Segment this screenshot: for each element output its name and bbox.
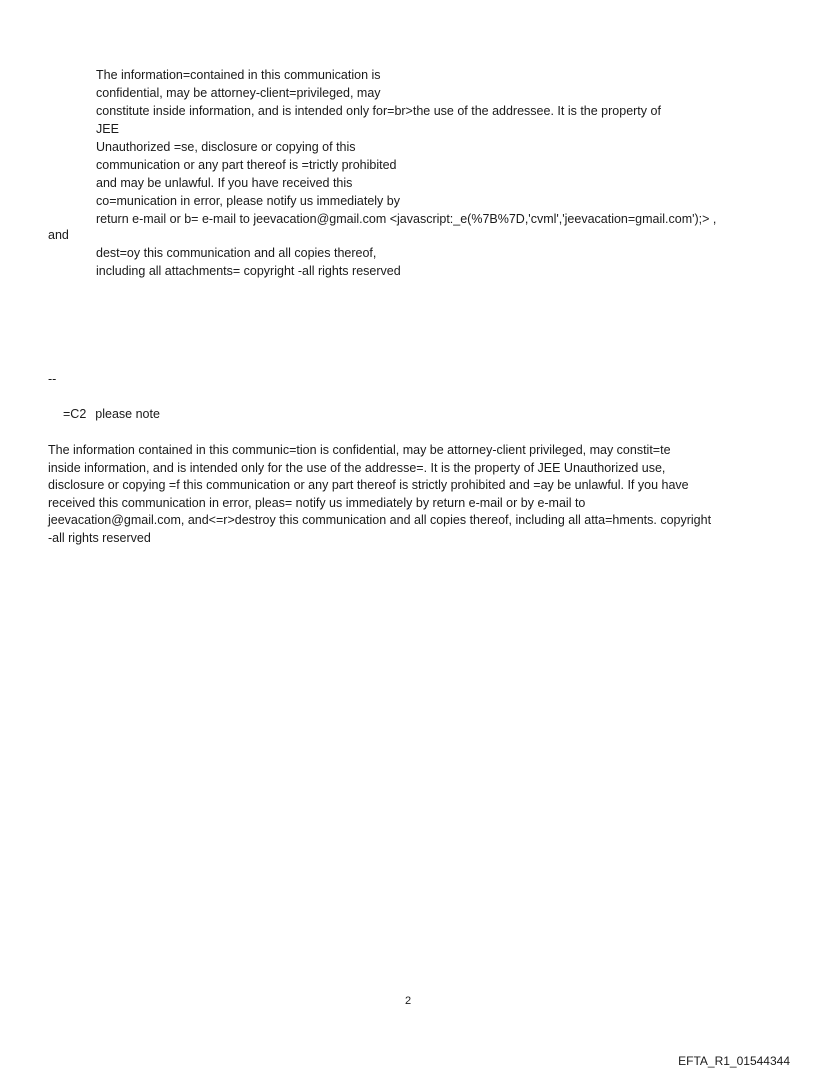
signature-separator: -- [48,372,57,386]
first-disclaimer-line: communication or any part thereof is =trictly prohibited [96,158,397,172]
first-disclaimer-line: constitute inside information, and is intended only for=br>the use of the addressee. It is the property of [96,104,661,118]
please-note-line [63,405,160,423]
document-id: EFTA_R1_01544344 [678,1054,790,1068]
second-disclaimer-line: jeevacation@gmail.com, and<=r>destroy this communication and all copies thereof, including all atta=hments. copyright [48,513,712,528]
first-disclaimer-line: dest=oy this communication and all copies thereof, [96,246,377,260]
first-disclaimer-line: Unauthorized =se, disclosure or copying of this [96,140,356,154]
first-disclaimer [96,66,786,228]
page-number: 2 [404,995,412,1007]
first-disclaimer-line: The information=contained in this communication is [96,68,381,82]
first-disclaimer-line: return e-mail or b= e-mail to jeevacation@gmail.com <javascript:_e(%7B%7D,'cvml','jeevacation=gmail.com');> , [96,212,717,226]
first-disclaimer-line: JEE [96,122,119,136]
wrapped-word: and [48,228,69,242]
please-note-text: please note [95,407,160,421]
second-disclaimer-line: inside information, and is intended only for the use of the addresse=. It is the property of JEE Unauthorized use, [48,460,666,475]
first-disclaimer-line: confidential, may be attorney-client=privileged, may [96,86,381,100]
second-disclaimer-line: disclosure or copying =f this communication or any part thereof is strictly prohibited and =ay be unlawful. If you have [48,478,689,493]
first-disclaimer-line: co=munication in error, please notify us immediately by [96,194,400,208]
please-note-prefix: =C2 [63,407,87,421]
first-disclaimer-line: and may be unlawful. If you have received this [96,176,353,190]
second-disclaimer-line: -all rights reserved [48,530,151,545]
first-disclaimer-continuation [96,244,401,280]
second-disclaimer-line: The information contained in this communic=tion is confidential, may be attorney-client privileged, may constit=te [48,443,671,457]
first-disclaimer-line: including all attachments= copyright -all rights reserved [96,264,401,278]
second-disclaimer-line: received this communication in error, pleas= notify us immediately by return e-mail or by e-mail to [48,495,586,510]
second-disclaimer [48,442,776,548]
